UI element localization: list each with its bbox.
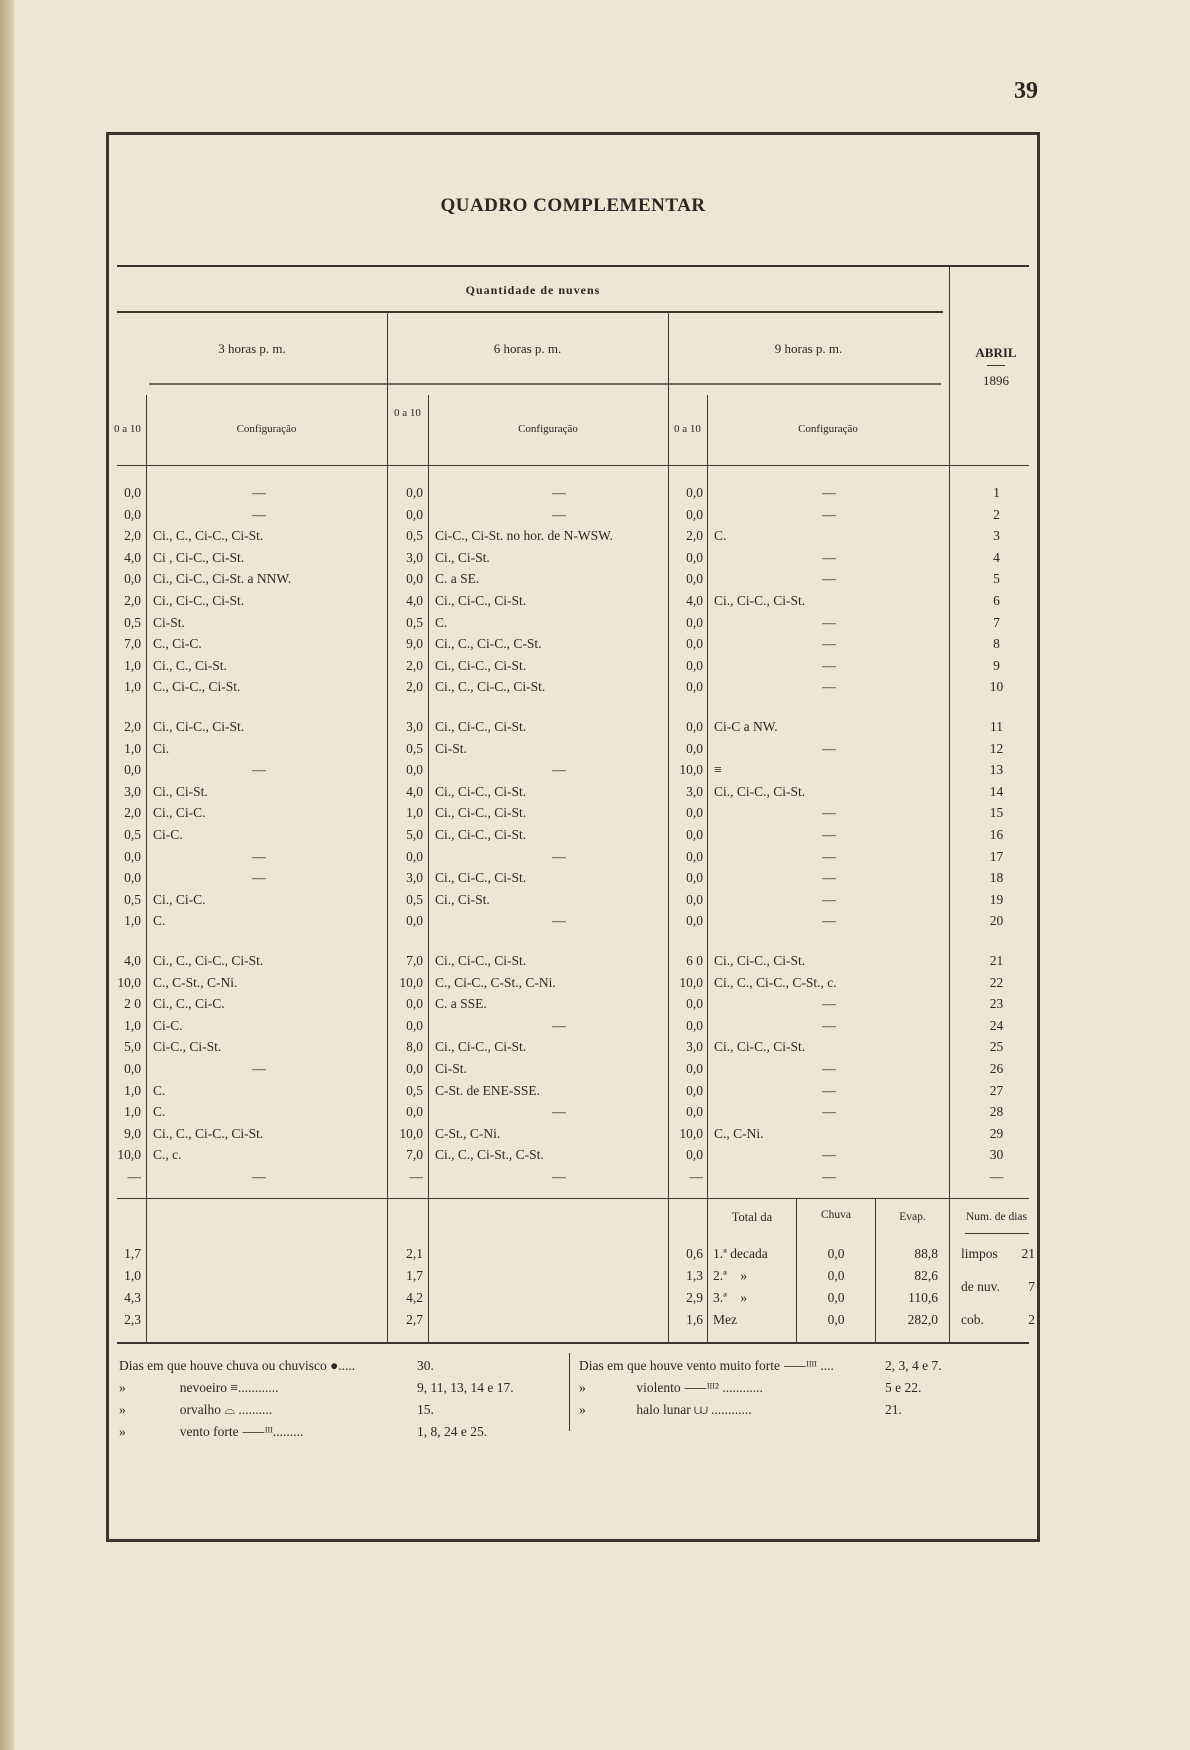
- day-number: 2: [993, 506, 1000, 522]
- day-number: 23: [989, 996, 1004, 1012]
- day-number: 3: [993, 528, 1000, 544]
- cloud-9pm-value: 0,0: [686, 1061, 703, 1076]
- day-number: 22: [989, 974, 1004, 990]
- note-value-left: 15.: [417, 1402, 434, 1417]
- month-label: ABRIL: [975, 345, 1017, 360]
- cloud-6pm-config: Ci., Ci-C., Ci-St.: [435, 593, 527, 608]
- cloud-9pm-value: 0,0: [686, 827, 703, 842]
- cloud-3pm-config: C., c.: [153, 1147, 182, 1163]
- cloud-3pm-value: 0,5: [124, 614, 141, 630]
- cloud-6pm-config: —: [552, 762, 566, 778]
- summary-evap: 110,6: [908, 1290, 938, 1305]
- mean-9pm: 2,9: [686, 1290, 703, 1305]
- note-label-right: Dias em que houve vento muito forte ⸺ᴵᴵᴵᴵ ....: [579, 1358, 834, 1373]
- cloud-9pm-config: Ci., Ci-C., Ci-St.: [714, 1039, 806, 1055]
- day-number: 16: [989, 827, 1004, 842]
- cloud-6pm-value: 0,0: [406, 506, 423, 522]
- header-rule: [117, 465, 1029, 466]
- day-number: 20: [989, 913, 1004, 929]
- summary-evap: 82,6: [914, 1268, 938, 1283]
- config-label-9pm: Configuração: [798, 423, 858, 435]
- cloud-3pm-value: 1,0: [124, 740, 141, 756]
- cloud-9pm-value: 3,0: [686, 783, 703, 799]
- cloud-3pm-value: 0,0: [124, 506, 141, 522]
- subheader-rule: [149, 383, 941, 385]
- day-number: 25: [989, 1039, 1004, 1055]
- cloud-9pm-config: —: [822, 891, 836, 907]
- cloud-3pm-config: —: [252, 1169, 266, 1184]
- body-end-rule: [117, 1198, 1029, 1199]
- cloud-3pm-value: 2,0: [124, 593, 141, 608]
- cloud-9pm-config: —: [822, 740, 836, 756]
- cloud-3pm-config: Ci., Ci-C., Ci-St.: [153, 593, 245, 608]
- cloud-3pm-value: 9,0: [124, 1125, 141, 1141]
- cloud-6pm-value: 3,0: [406, 870, 423, 886]
- note-value-right: 21.: [885, 1402, 902, 1417]
- days-label: cob.: [961, 1312, 984, 1327]
- cloud-6pm-config: Ci., Ci-C., Ci-St.: [435, 783, 527, 799]
- days-value: 21: [1021, 1246, 1035, 1261]
- scale-label-3pm: 0 a 10: [114, 423, 141, 435]
- cloud-3pm-config: Ci.: [153, 740, 170, 756]
- day-number: 26: [989, 1061, 1004, 1076]
- cloud-9pm-config: —: [822, 571, 836, 587]
- cloud-3pm-value: 1,0: [124, 679, 141, 695]
- cloud-6pm-value: 7,0: [406, 1147, 423, 1163]
- cloud-9pm-value: 0,0: [686, 740, 703, 756]
- cloud-6pm-value: 0,0: [406, 571, 423, 587]
- mean-6pm: 1,7: [406, 1268, 423, 1283]
- note-value-left: 1, 8, 24 e 25.: [417, 1424, 488, 1439]
- day-number: 5: [993, 571, 1000, 587]
- title-rule: [117, 265, 1029, 267]
- cloud-9pm-value: 0,0: [686, 485, 703, 500]
- cloud-9pm-value: 0,0: [686, 657, 703, 673]
- cloud-6pm-value: 0,0: [406, 1017, 423, 1033]
- cloud-3pm-value: 1,0: [124, 1017, 141, 1033]
- cloud-9pm-config: ≡: [714, 762, 722, 778]
- cloud-9pm-value: 0,0: [686, 506, 703, 522]
- cloud-6pm-value: 10,0: [399, 974, 423, 990]
- cloud-9pm-config: —: [822, 913, 836, 929]
- cloud-6pm-config: C. a SSE.: [435, 996, 487, 1012]
- cloud-9pm-config: —: [822, 657, 836, 673]
- mean-3pm: 1,0: [124, 1268, 141, 1283]
- cloud-9pm-config: Ci., Ci-C., Ci-St.: [714, 783, 806, 799]
- cloud-6pm-value: 0,5: [406, 528, 423, 544]
- cloud-9pm-value: 3,0: [686, 1039, 703, 1055]
- page-title: QUADRO COMPLEMENTAR: [440, 195, 706, 216]
- cloud-9pm-config: —: [822, 805, 836, 821]
- day-number: 24: [989, 1017, 1004, 1033]
- cloud-9pm-value: 0,0: [686, 679, 703, 695]
- day-number: 1: [993, 485, 1000, 500]
- day-number: 15: [989, 805, 1004, 821]
- cloud-9pm-config: —: [822, 996, 836, 1012]
- cloud-3pm-value: 0,5: [124, 891, 141, 907]
- cloud-9pm-config: —: [822, 827, 836, 842]
- config-label-3pm: Configuração: [236, 423, 297, 435]
- cloud-6pm-value: 0,0: [406, 1061, 423, 1076]
- cloud-9pm-config: Ci., Ci-C., Ci-St.: [714, 593, 806, 608]
- cloud-9pm-value: 0,0: [686, 571, 703, 587]
- cloud-6pm-config: —: [552, 1169, 566, 1184]
- cloud-6pm-value: 4,0: [406, 593, 423, 608]
- cloud-9pm-config: —: [822, 848, 836, 864]
- cloud-6pm-value: 0,5: [406, 1082, 423, 1098]
- cloud-6pm-config: C-St. de ENE-SSE.: [435, 1082, 541, 1098]
- cloud-6pm-config: C. a SE.: [435, 571, 480, 587]
- summary-chuva: 0,0: [827, 1290, 845, 1305]
- cloud-3pm-config: Ci., Ci-C.: [153, 891, 206, 907]
- note-label-left: » orvalho ⌓ ..........: [119, 1402, 273, 1417]
- summary-chuva: 0,0: [827, 1268, 845, 1283]
- cloud-9pm-value: 4,0: [686, 593, 703, 608]
- cloud-6pm-value: 0,0: [406, 485, 423, 500]
- time-6pm: 6 horas p. m.: [493, 341, 562, 356]
- day-number: 6: [993, 593, 1000, 608]
- cloud-9pm-value: —: [689, 1169, 703, 1184]
- cloud-6pm-value: 3,0: [406, 719, 423, 734]
- mean-9pm: 0,6: [686, 1246, 703, 1261]
- cloud-9pm-config: C., C-Ni.: [714, 1125, 764, 1141]
- cloud-3pm-config: C., C-St., C-Ni.: [153, 974, 238, 990]
- cloud-3pm-config: C., Ci-C., Ci-St.: [153, 679, 241, 695]
- cloud-3pm-value: 0,0: [124, 762, 141, 778]
- cloud-6pm-config: Ci., Ci-C., Ci-St.: [435, 657, 527, 673]
- scale-label-9pm: 0 a 10: [674, 423, 701, 435]
- cloud-9pm-value: 0,0: [686, 1147, 703, 1163]
- cloud-6pm-config: Ci., Ci-C., Ci-St.: [435, 1039, 527, 1055]
- cloud-3pm-value: 4,0: [124, 549, 141, 565]
- cloud-6pm-config: —: [552, 913, 566, 929]
- cloud-6pm-value: —: [409, 1169, 423, 1184]
- cloud-3pm-config: Ci-C.: [153, 1017, 183, 1033]
- note-value-right: 5 e 22.: [885, 1380, 922, 1395]
- cloud-9pm-value: 0,0: [686, 913, 703, 929]
- cloud-9pm-config: —: [822, 1017, 836, 1033]
- note-value-right: 2, 3, 4 e 7.: [885, 1358, 942, 1373]
- day-number: 11: [990, 719, 1003, 734]
- mean-3pm: 4,3: [124, 1290, 141, 1305]
- group-rule: [117, 311, 943, 313]
- days-label: de nuv.: [961, 1279, 1000, 1294]
- cloud-9pm-value: 2,0: [686, 528, 703, 544]
- cloud-3pm-config: —: [252, 1061, 266, 1076]
- cloud-6pm-config: —: [552, 1017, 566, 1033]
- page-edge: [0, 0, 14, 1750]
- cloud-3pm-value: 1,0: [124, 913, 141, 929]
- days-value: 7: [1028, 1279, 1035, 1294]
- cloud-9pm-value: 0,0: [686, 996, 703, 1012]
- cloud-3pm-config: Ci-C., Ci-St.: [153, 1039, 222, 1055]
- cloud-3pm-value: 0,0: [124, 1061, 141, 1076]
- cloud-6pm-value: 0,0: [406, 913, 423, 929]
- cloud-3pm-config: Ci., Ci-St.: [153, 783, 208, 799]
- day-number: 18: [989, 870, 1004, 886]
- cloud-6pm-value: 3,0: [406, 549, 423, 565]
- summary-period: 2.ª »: [713, 1268, 748, 1283]
- cloud-3pm-value: 2,0: [124, 719, 141, 734]
- cloud-9pm-config: —: [822, 614, 836, 630]
- cloud-9pm-config: Ci-C a NW.: [714, 719, 778, 734]
- cloud-3pm-value: 0,0: [124, 870, 141, 886]
- cloud-3pm-value: 1,0: [124, 1104, 141, 1120]
- summary-period: 1.ª decada: [713, 1246, 768, 1261]
- note-label-left: » vento forte ⸺ᴵᴵᴵ.........: [119, 1424, 304, 1439]
- cloud-9pm-config: —: [822, 679, 836, 695]
- cloud-6pm-value: 9,0: [406, 636, 423, 652]
- cloud-3pm-value: 10,0: [117, 974, 141, 990]
- day-number: 30: [989, 1147, 1004, 1163]
- cloud-9pm-config: Ci., Ci-C., Ci-St.: [714, 953, 806, 968]
- cloud-9pm-config: —: [822, 636, 836, 652]
- mean-9pm: 1,3: [686, 1268, 703, 1283]
- note-label-right: » violento ⸺ᴵᴵᴵ² ............: [579, 1380, 763, 1395]
- cloud-6pm-config: Ci-St.: [435, 740, 467, 756]
- cloud-6pm-value: 0,0: [406, 848, 423, 864]
- page-number: 39: [1014, 78, 1038, 104]
- summary-evap: 282,0: [907, 1312, 938, 1327]
- cloud-6pm-value: 0,5: [406, 891, 423, 907]
- cloud-3pm-value: 0,0: [124, 485, 141, 500]
- note-label-right: » halo lunar ⩊ ............: [579, 1402, 752, 1417]
- cloud-9pm-config: —: [822, 485, 836, 500]
- cloud-6pm-value: 4,0: [406, 783, 423, 799]
- mean-3pm: 1,7: [124, 1246, 141, 1261]
- cloud-3pm-config: C.: [153, 913, 166, 929]
- cloud-9pm-value: 10,0: [679, 1125, 703, 1141]
- table-frame: [106, 132, 1040, 1542]
- cloud-6pm-config: —: [552, 485, 566, 500]
- cloud-9pm-value: 0,0: [686, 1104, 703, 1120]
- cloud-9pm-config: —: [822, 1061, 836, 1076]
- note-value-left: 9, 11, 13, 14 e 17.: [417, 1380, 514, 1395]
- cloud-3pm-value: 3,0: [124, 783, 141, 799]
- cloud-3pm-value: 0,0: [124, 571, 141, 587]
- day-number: 28: [989, 1104, 1004, 1120]
- cloud-6pm-value: 10,0: [399, 1125, 423, 1141]
- days-label: limpos: [961, 1246, 998, 1261]
- cloud-9pm-value: 0,0: [686, 1082, 703, 1098]
- cloud-6pm-config: C-St., C-Ni.: [435, 1125, 501, 1141]
- cloud-9pm-value: 0,0: [686, 848, 703, 864]
- cloud-3pm-config: Ci , Ci-C., Ci-St.: [153, 549, 245, 565]
- cloud-9pm-value: 0,0: [686, 719, 703, 734]
- cloud-6pm-config: Ci-C., Ci-St. no hor. de N-WSW.: [435, 528, 614, 544]
- cloud-3pm-config: C.: [153, 1082, 166, 1098]
- day-number: 19: [989, 891, 1004, 907]
- cloud-3pm-config: Ci., Ci-C., Ci-St. a NNW.: [153, 571, 292, 587]
- cloud-9pm-value: 6 0: [686, 953, 703, 968]
- summary-days-rule: [965, 1233, 1029, 1234]
- mean-6pm: 2,1: [406, 1246, 423, 1261]
- cloud-6pm-config: Ci., Ci-St.: [435, 549, 490, 565]
- cloud-3pm-config: Ci., Ci-C., Ci-St.: [153, 719, 245, 734]
- cloud-9pm-value: 10,0: [679, 762, 703, 778]
- col-divider-9h-config: [707, 395, 708, 1342]
- note-label-left: Dias em que houve chuva ou chuvisco ●.....: [119, 1358, 356, 1373]
- cloud-6pm-value: 1,0: [406, 805, 423, 821]
- cloud-6pm-config: Ci., Ci-C., Ci-St.: [435, 805, 527, 821]
- cloud-9pm-config: —: [822, 1104, 836, 1120]
- cloud-6pm-config: Ci., C., Ci-C., C-St.: [435, 636, 542, 652]
- cloud-9pm-value: 10,0: [679, 974, 703, 990]
- cloud-3pm-value: 5,0: [124, 1039, 141, 1055]
- summary-chuva: 0,0: [827, 1312, 845, 1327]
- cloud-3pm-value: 4,0: [124, 953, 141, 968]
- cloud-6pm-config: Ci., Ci-C., Ci-St.: [435, 953, 527, 968]
- time-3pm: 3 horas p. m.: [218, 341, 286, 356]
- cloud-3pm-config: Ci., Ci-C.: [153, 805, 206, 821]
- day-number: 8: [993, 636, 1000, 652]
- mean-9pm: 1,6: [686, 1312, 703, 1327]
- summary-period: Mez: [713, 1312, 737, 1327]
- day-number: 14: [989, 783, 1004, 799]
- cloud-6pm-config: Ci., Ci-C., Ci-St.: [435, 870, 527, 886]
- summary-total-header: Total da: [731, 1210, 773, 1224]
- config-label-6pm: Configuração: [518, 423, 578, 435]
- cloud-6pm-config: C.: [435, 614, 448, 630]
- cloud-6pm-config: C., Ci-C., C-St., C-Ni.: [435, 974, 556, 990]
- cloud-3pm-config: Ci., C., Ci-St.: [153, 657, 227, 673]
- summary-evap-header: Evap.: [899, 1211, 926, 1223]
- cloud-6pm-config: —: [552, 1104, 566, 1120]
- day-number: 4: [993, 549, 1000, 565]
- cloud-3pm-config: Ci-C.: [153, 827, 183, 842]
- cloud-3pm-config: Ci., C., Ci-C., Ci-St.: [153, 528, 264, 544]
- cloud-6pm-config: Ci., C., Ci-C., Ci-St.: [435, 679, 546, 695]
- cloud-3pm-config: —: [252, 506, 266, 522]
- cloud-6pm-config: Ci-St.: [435, 1061, 467, 1076]
- cloud-3pm-config: —: [252, 848, 266, 864]
- cloud-6pm-value: 0,5: [406, 614, 423, 630]
- day-number: 27: [989, 1082, 1004, 1098]
- cloud-3pm-value: 2,0: [124, 528, 141, 544]
- cloud-6pm-config: Ci., Ci-St.: [435, 891, 490, 907]
- cloud-6pm-config: Ci., Ci-C., Ci-St.: [435, 719, 527, 734]
- cloud-6pm-config: —: [552, 848, 566, 864]
- note-label-left: » nevoeiro ≡............: [119, 1380, 279, 1395]
- cloud-3pm-config: —: [252, 762, 266, 778]
- day-number: 12: [989, 740, 1004, 756]
- day-number: 10: [989, 679, 1004, 695]
- summary-period: 3.ª »: [713, 1290, 748, 1305]
- cloud-3pm-value: 7,0: [124, 636, 141, 652]
- cloud-3pm-config: Ci-St.: [153, 614, 185, 630]
- day-number: —: [989, 1169, 1004, 1184]
- cloud-9pm-value: 0,0: [686, 805, 703, 821]
- cloud-9pm-config: —: [822, 1082, 836, 1098]
- mean-6pm: 2,7: [406, 1312, 423, 1327]
- mean-6pm: 4,2: [406, 1290, 423, 1305]
- col-divider-6h-config: [428, 395, 429, 1342]
- summary-evap: 88,8: [914, 1246, 938, 1261]
- month-year-rule: [987, 365, 1005, 366]
- days-value: 2: [1028, 1312, 1035, 1327]
- cloud-6pm-value: 0,0: [406, 762, 423, 778]
- day-number: 13: [989, 762, 1004, 778]
- cloud-9pm-config: —: [822, 1169, 836, 1184]
- cloud-3pm-config: C., Ci-C.: [153, 636, 202, 652]
- cloud-9pm-value: 0,0: [686, 870, 703, 886]
- summary-chuva: 0,0: [827, 1246, 845, 1261]
- notes-divider: [569, 1353, 570, 1431]
- cloud-9pm-value: 0,0: [686, 636, 703, 652]
- cloud-3pm-value: 1,0: [124, 657, 141, 673]
- cloud-6pm-value: 2,0: [406, 657, 423, 673]
- cloud-9pm-value: 0,0: [686, 891, 703, 907]
- col-divider-3h-config: [146, 395, 147, 1342]
- cloud-6pm-value: 8,0: [406, 1039, 423, 1055]
- cloud-3pm-config: —: [252, 870, 266, 886]
- year-label: 1896: [983, 373, 1009, 388]
- time-9pm: 9 horas p. m.: [774, 341, 843, 356]
- cloud-3pm-config: —: [252, 485, 266, 500]
- cloud-9pm-config: —: [822, 1147, 836, 1163]
- day-number: 9: [993, 657, 1000, 673]
- day-number: 17: [989, 848, 1004, 864]
- cloud-6pm-value: 0,0: [406, 996, 423, 1012]
- cloud-9pm-value: 0,0: [686, 549, 703, 565]
- cloud-3pm-value: 2,0: [124, 805, 141, 821]
- summary-chuva-header: Chuva: [820, 1209, 852, 1221]
- cloud-9pm-value: 0,0: [686, 614, 703, 630]
- cloud-3pm-value: —: [127, 1169, 141, 1184]
- group-title: Quantidade de nuvens: [465, 283, 601, 297]
- summary-days-header: Num. de dias: [965, 1211, 1027, 1223]
- cloud-9pm-config: C.: [714, 528, 727, 544]
- cloud-9pm-config: —: [822, 549, 836, 565]
- cloud-9pm-config: —: [822, 870, 836, 886]
- cloud-9pm-value: 0,0: [686, 1017, 703, 1033]
- cloud-6pm-config: Ci., C., Ci-St., C-St.: [435, 1147, 544, 1163]
- cloud-3pm-config: Ci., C., Ci-C., Ci-St.: [153, 953, 264, 968]
- day-number: 7: [993, 614, 1000, 630]
- summary-end-rule: [117, 1342, 1029, 1344]
- cloud-6pm-config: —: [552, 506, 566, 522]
- cloud-3pm-value: 2 0: [124, 996, 141, 1012]
- scale-label-6pm: 0 a 10: [394, 407, 421, 419]
- mean-3pm: 2,3: [124, 1312, 141, 1327]
- note-value-left: 30.: [417, 1358, 434, 1373]
- cloud-6pm-value: 7,0: [406, 953, 423, 968]
- cloud-3pm-config: Ci., C., Ci-C., Ci-St.: [153, 1125, 264, 1141]
- cloud-6pm-value: 0,0: [406, 1104, 423, 1120]
- cloud-3pm-config: C.: [153, 1104, 166, 1120]
- cloud-3pm-config: Ci., C., Ci-C.: [153, 996, 225, 1012]
- cloud-3pm-value: 0,5: [124, 827, 141, 842]
- day-number: 29: [989, 1125, 1004, 1141]
- cloud-3pm-value: 0,0: [124, 848, 141, 864]
- cloud-9pm-config: —: [822, 506, 836, 522]
- cloud-6pm-value: 5,0: [406, 827, 423, 842]
- cloud-9pm-config: Ci., C., Ci-C., C-St., c.: [714, 974, 837, 990]
- cloud-6pm-value: 0,5: [406, 740, 423, 756]
- cloud-6pm-value: 2,0: [406, 679, 423, 695]
- cloud-6pm-config: Ci., Ci-C., Ci-St.: [435, 827, 527, 842]
- day-number: 21: [989, 953, 1004, 968]
- cloud-3pm-value: 1,0: [124, 1082, 141, 1098]
- cloud-3pm-value: 10,0: [117, 1147, 141, 1163]
